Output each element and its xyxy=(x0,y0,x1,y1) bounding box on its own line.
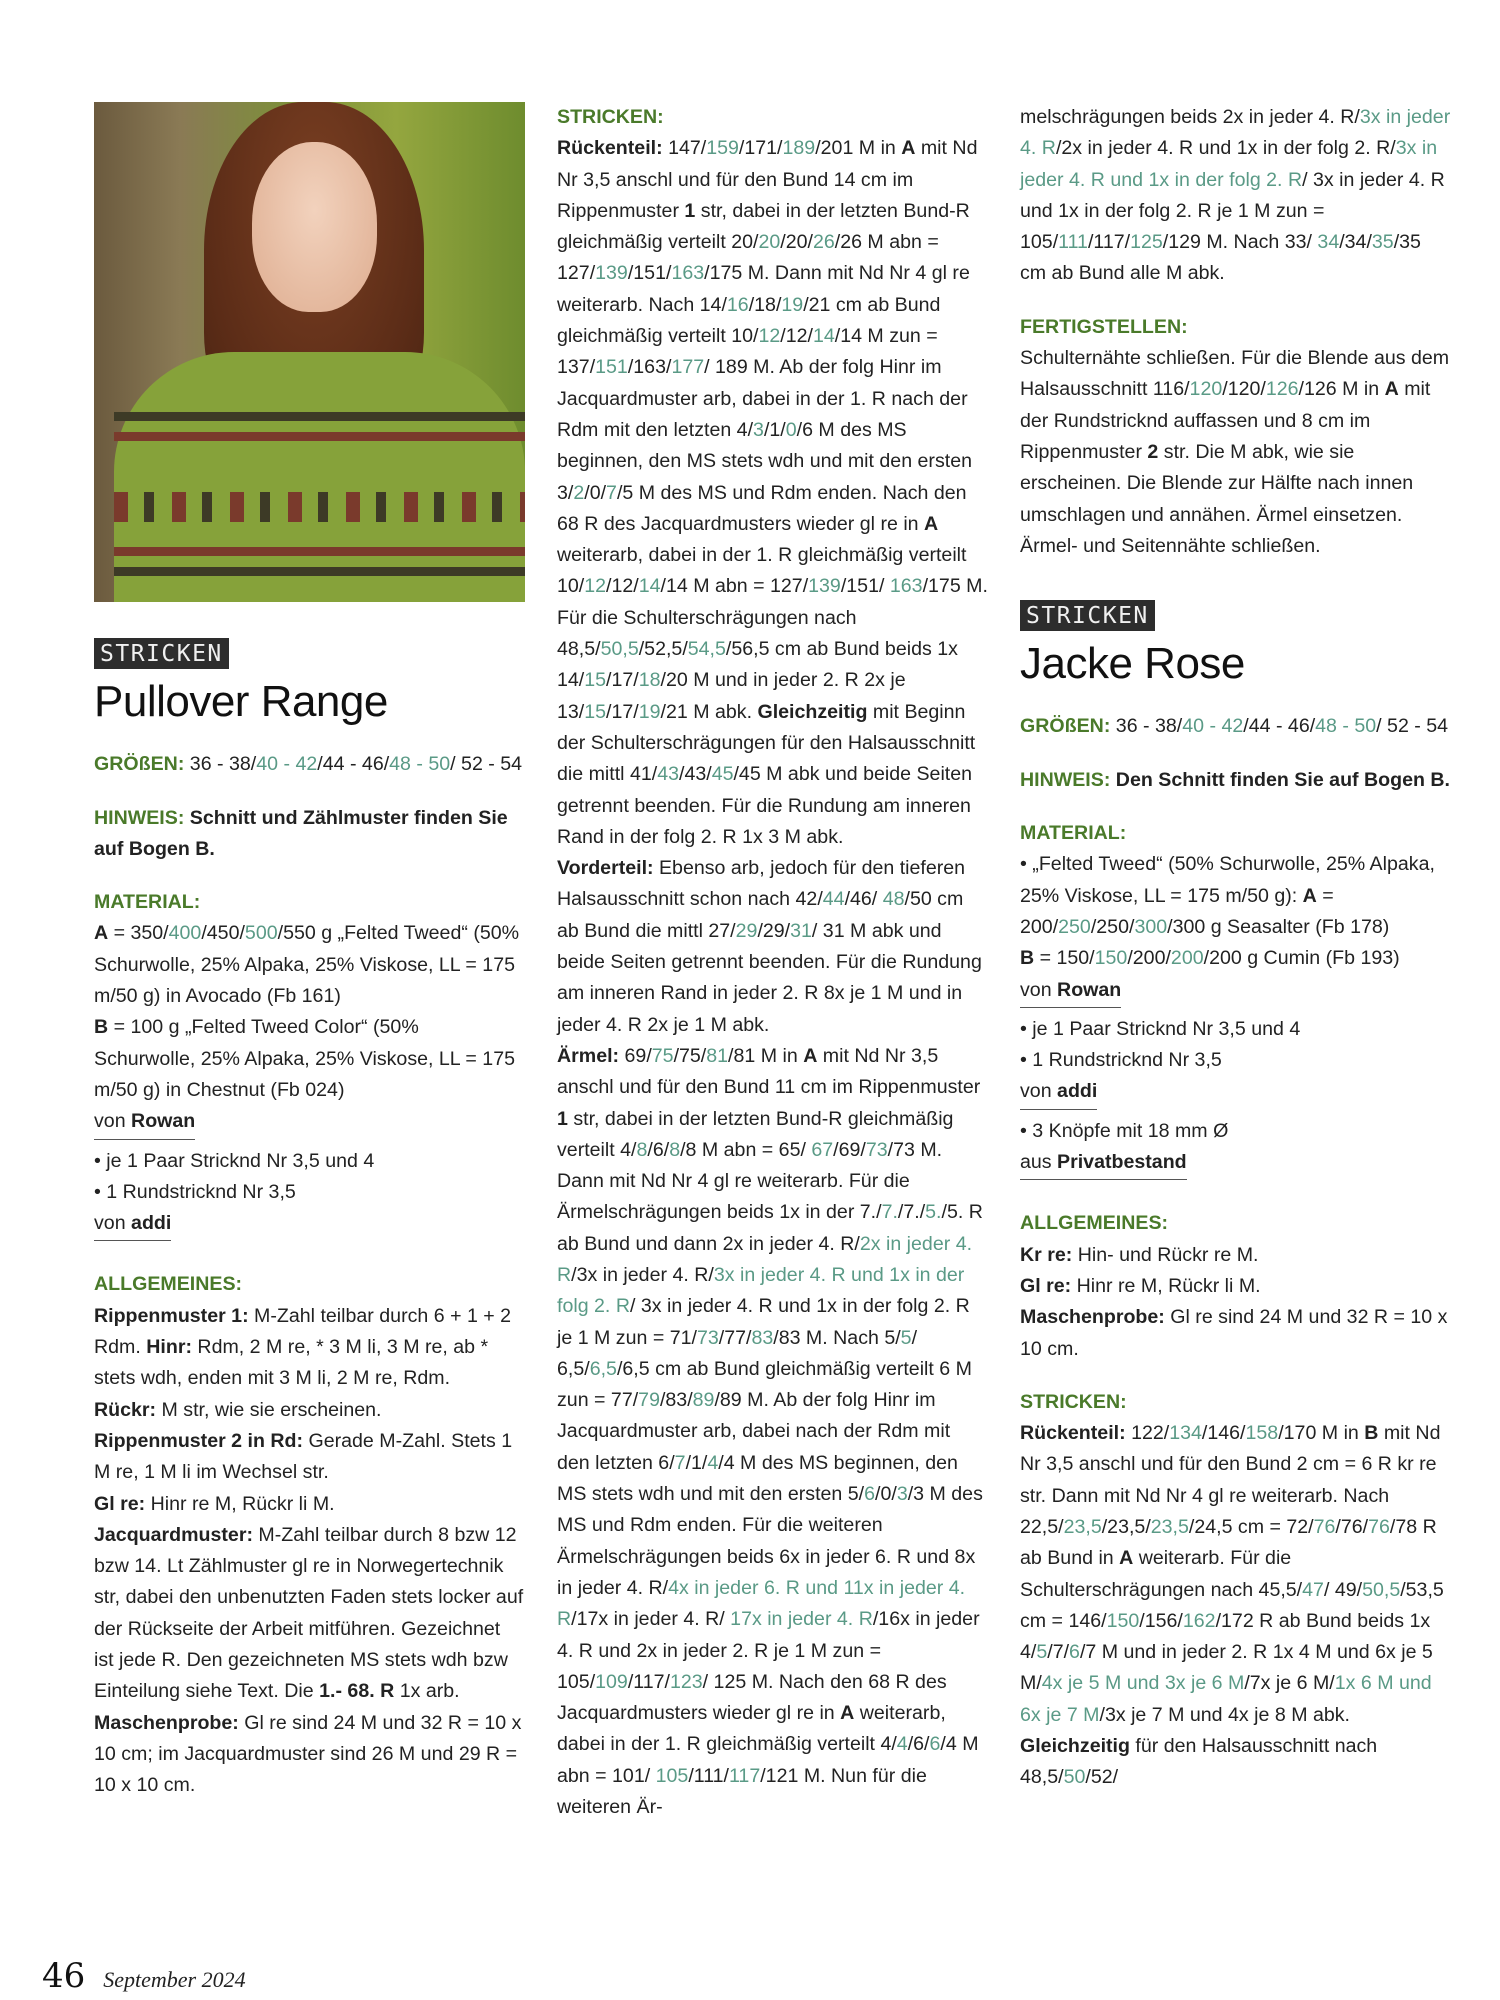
right-column xyxy=(1020,102,1451,1794)
left-column xyxy=(94,102,525,1802)
brand-credit: aus Privatbestand xyxy=(1020,1147,1187,1180)
general-heading: ALLGEMEINES: xyxy=(94,1273,243,1296)
note: HINWEIS: Den Schnitt finden Sie auf Bogen B. xyxy=(1020,768,1450,791)
sleeve-instructions: Ärmel: 69/75/75/81/81 M in A mit Nd Nr 3,5 anschl und für den Bund 11 cm im Rippenmuster 1 str, dabei in der letzten Bund-R gleichmäßig verteilt 4/8/6/8/8 M abn = 65/ 67/69/73/73 M. Dann mit Nd Nr 4 gl re weiterarb. Für die Ärmelschrägungen beids 1x in der 7./7./7./5./5. R ab Bund und dann 2x in jeder 4. R/2x in jeder 4. R/3x in jeder 4. R/3x in jeder 4. R und 1x in der folg 2. R/ 3x in jeder 4. R und 1x in der folg 2. R je 1 M zun = 71/73/77/83/83 M. Nach 5/5/ 6,5/6,5/6,5 cm ab Bund gleichmäßig verteilt 6 M zun = 77/79/83/89/89 M. Ab der folg Hinr im Jacquardmuster arb, dabei nach der Rdm mit den letzten 6/7/1/4/4 M des MS beginnen, den MS stets wdh und mit den ersten 5/6/0/3/3 M des MS und Rdm enden. Für die weiteren Ärmelschrägungen beids 6x in jeder 6. R und 8x in jeder 4. R/4x in jeder 6. R und 11x in jeder 4. R/17x in jeder 4. R/ 17x in jeder 4. R/16x in jeder 4. R und 2x in jeder 2. R je 1 M zun = 105/109/117/123/ 125 M. Nach den 68 R des Jacquardmusters wieder gl re in A weiterarb, dabei in der 1. R gleichmäßig verteilt 4/4/6/6/4 M abn = 101/ 105/111/117/121 M. Nun für die weiteren Är- xyxy=(557,1044,983,1819)
sizes: GRÖßEN: 36 - 38/40 - 42/44 - 46/48 - 50/ 52 - 54 xyxy=(1020,715,1449,738)
issue-date: September 2024 xyxy=(103,1967,246,1992)
general-heading: ALLGEMEINES: xyxy=(1020,1212,1169,1235)
brand-credit: von Rowan xyxy=(1020,975,1121,1008)
rib-pattern-2: Rippenmuster 2 in Rd: Gerade M-Zahl. Stets 1 M re, 1 M li im Wechsel str. xyxy=(94,1429,513,1484)
material-b: B = 100 g „Felted Tweed Color“ (50% Schurwolle, 25% Alpaka, 25% Viskose, LL = 175 m/50 g) in Chestnut (Fb 024) xyxy=(94,1016,515,1101)
note: HINWEIS: Schnitt und Zählmuster finden Sie auf Bogen B. xyxy=(94,806,508,860)
section-tag: STRICKEN xyxy=(94,638,229,669)
material-heading: MATERIAL: xyxy=(94,891,201,914)
material-heading: MATERIAL: xyxy=(1020,822,1127,845)
gauge: Maschenprobe: Gl re sind 24 M und 32 R = 10 x 10 cm; im Jacquardmuster sind 26 M und 29 R = 10 x 10 cm. xyxy=(94,1711,522,1797)
back-instructions: Rückenteil: 147/159/171/189/201 M in A mit Nd Nr 3,5 anschl und für den Bund 14 cm im Rippenmuster 1 str, dabei in der letzten Bund-R gleichmäßig verteilt 20/20/20/26/26 M abn = 127/139/151/163/175 M. Dann mit Nd Nr 4 gl re weiterarb. Nach 14/16/18/19/21 cm ab Bund gleichmäßig verteilt 10/12/12/14/14 M zun = 137/151/163/177/ 189 M. Ab der folg Hinr im Jacquardmuster arb, dabei in der 1. R nach der Rdm mit den letzten 4/3/1/0/6 M des MS beginnen, den MS stets wdh und mit den ersten 3/2/0/7/5 M des MS und Rdm enden. Nach den 68 R des Jacquardmusters wieder gl re in A weiterarb, dabei in der 1. R gleichmäßig verteilt 10/12/12/14/14 M abn = 127/139/151/ 163/175 M. Für die Schulterschrägungen nach 48,5/50,5/52,5/54,5/56,5 cm ab Bund beids 1x 14/15/17/18/20 M und in jeder 2. R 2x je 13/15/17/19/21 M abk. Gleichzeitig mit Beginn der Schulterschrägungen für den Halsausschnitt die mittl 41/43/43/45/45 M abk und beide Seiten getrennt beenden. Für die Rundung am inneren Rand in der folg 2. R 1x 3 M abk. xyxy=(557,137,988,848)
middle-column xyxy=(557,102,988,1823)
finishing-instructions: Schulternähte schließen. Für die Blende aus dem Halsausschnitt 116/120/120/126/126 M in A mit der Rundstricknd auffassen und 8 cm im Rippenmuster 2 str. Die M abk, wie sie erscheinen. Die Blende zur Hälfte nach innen umschlagen und annähen. Ärmel einsetzen. Ärmel- und Seitennähte schließen. xyxy=(1020,347,1450,557)
wrong-side-rows: Rückr: M str, wie sie erscheinen. xyxy=(94,1398,382,1421)
sleeve-continued: melschrägungen beids 2x in jeder 4. R/3x in jeder 4. R/2x in jeder 4. R und 1x in der folg 2. R/3x in jeder 4. R und 1x in der folg 2. R/ 3x in jeder 4. R und 1x in der folg 2. R je 1 M zun = 105/111/117/125/129 M. Nach 33/ 34/34/35/35 cm ab Bund alle M abk. xyxy=(1020,106,1451,285)
back-instructions: Rückenteil: 122/134/146/158/170 M in B mit Nd Nr 3,5 anschl und für den Bund 2 cm = 6 R kr re str. Dann mit Nd Nr 4 gl re weiterarb. Nach 22,5/23,5/23,5/23,5/24,5 cm = 72/76/76/76/78 R ab Bund in A weiterarb. Für die Schulterschrägungen nach 45,5/47/ 49/50,5/53,5 cm = 146/150/156/162/172 R ab Bund beids 1x 4/5/7/6/7 M und in jeder 2. R 1x 4 M und 6x je 5 M/4x je 5 M und 3x je 6 M/7x je 6 M/1x 6 M und 6x je 7 M/3x je 7 M und 4x je 8 M abk. Gleichzeitig für den Halsausschnitt nach 48,5/50/52/ xyxy=(1020,1422,1444,1789)
brand-credit: von addi xyxy=(94,1208,171,1241)
material-a: A = 350/400/450/500/550 g „Felted Tweed“ (50% Schurwolle, 25% Alpaka, 25% Viskose, LL = 175 m/50 g) in Avocado (Fb 161) xyxy=(94,922,520,1008)
section-tag: STRICKEN xyxy=(1020,600,1155,631)
gauge: Maschenprobe: Gl re sind 24 M und 32 R = 10 x 10 cm. xyxy=(1020,1306,1448,1360)
buttons-material: • 3 Knöpfe mit 18 mm Ø xyxy=(1020,1119,1229,1142)
stockinette: Gl re: Hinr re M, Rückr li M. xyxy=(94,1492,335,1515)
brand-credit: von addi xyxy=(1020,1076,1097,1109)
brand-credit: von Rowan xyxy=(94,1106,195,1139)
page-footer xyxy=(42,1956,246,1996)
material-yarn: • „Felted Tweed“ (50% Schurwolle, 25% Alpaka, 25% Viskose, LL = 175 m/50 g): A = 200/250/250/300/300 g Seasalter (Fb 178) xyxy=(1020,853,1435,938)
garter-stitch: Kr re: Hin- und Rückr re M. xyxy=(1020,1243,1259,1266)
rib-pattern-1: Rippenmuster 1: M-Zahl teilbar durch 6 + 1 + 2 Rdm. Hinr: Rdm, 2 M re, * 3 M li, 3 M re, ab * stets wdh, enden mit 3 M li, 2 M re, Rdm. xyxy=(94,1304,512,1390)
pattern-title: Pullover Range xyxy=(94,677,388,727)
knitting-heading: STRICKEN: xyxy=(557,106,664,128)
front-instructions: Vorderteil: Ebenso arb, jedoch für den tieferen Halsausschnitt schon nach 42/44/46/ 48/50 cm ab Bund die mittl 27/29/29/31/ 31 M abk und beide Seiten getrennt beenden. Für die Rundung am inneren Rand in jeder 2. R 8x je 1 M und in jeder 4. R 2x je 1 M abk. xyxy=(557,857,982,1036)
stockinette: Gl re: Hinr re M, Rückr li M. xyxy=(1020,1274,1261,1297)
material-b: B = 150/150/200/200/200 g Cumin (Fb 193) xyxy=(1020,947,1400,970)
sizes: GRÖßEN: 36 - 38/40 - 42/44 - 46/48 - 50/ 52 - 54 xyxy=(94,753,523,776)
page-number: 46 xyxy=(42,1956,86,1996)
pattern-title: Jacke Rose xyxy=(1020,639,1245,689)
needles-circular: • 1 Rundstricknd Nr 3,5 xyxy=(94,1180,296,1203)
needles-pair: • je 1 Paar Stricknd Nr 3,5 und 4 xyxy=(1020,1017,1301,1040)
needles-circular: • 1 Rundstricknd Nr 3,5 xyxy=(1020,1049,1222,1072)
needles-pair: • je 1 Paar Stricknd Nr 3,5 und 4 xyxy=(94,1149,375,1172)
finishing-heading: FERTIGSTELLEN: xyxy=(1020,315,1188,338)
knitting-heading: STRICKEN: xyxy=(1020,1390,1127,1413)
knitwear-model-photo xyxy=(94,102,525,602)
jacquard-pattern: Jacquardmuster: M-Zahl teilbar durch 8 bzw 12 bzw 14. Lt Zählmuster gl re in Norwegertechnik str, dabei den unbenutzten Faden stets locker auf der Rückseite der Arbeit mitführen. Gezeichnet ist jede R. Den gezeichneten MS stets wdh bzw Einteilung siehe Text. Die 1.- 68. R 1x arb. xyxy=(94,1523,524,1703)
